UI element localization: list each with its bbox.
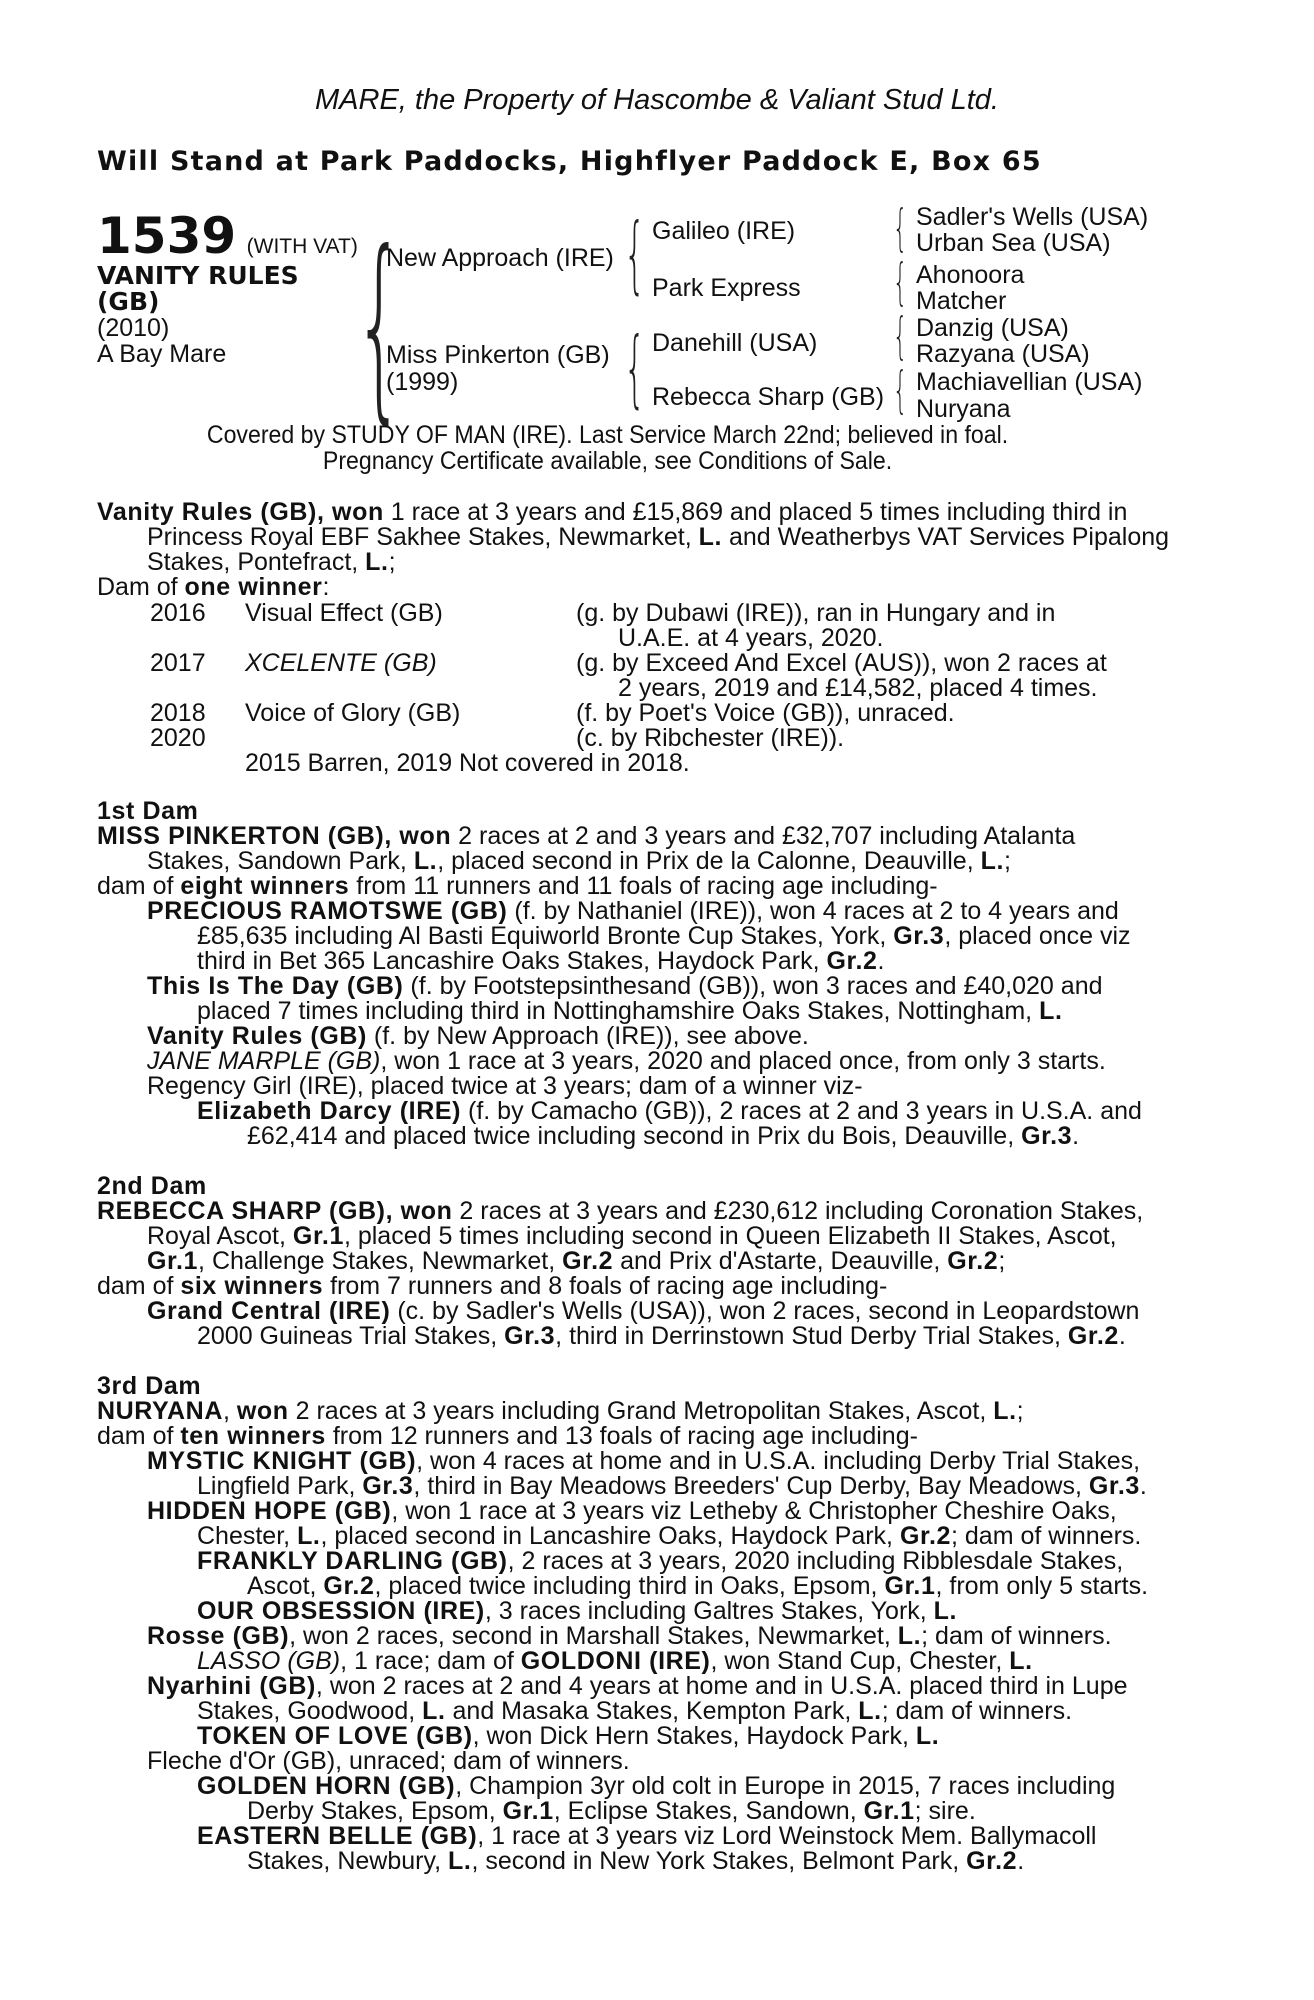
- produce-name: XCELENTE (GB): [245, 649, 437, 677]
- dam1-progeny: This Is The Day (GB) (f. by Footstepsinthesand (GB)), won 3 races and £40,020 and: [147, 972, 1103, 1000]
- dam1-grandprogeny-cont: £62,414 and placed twice including second in Prix du Bois, Deauville, Gr.3.: [247, 1122, 1080, 1150]
- pedigree-dsd: Razyana (USA): [916, 340, 1090, 368]
- pedigree-brace-main: {: [354, 209, 405, 442]
- pedigree-brace-ds: {: [893, 307, 908, 365]
- produce-year: 2016: [150, 599, 206, 627]
- dam2-line: Gr.1, Challenge Stakes, Newmarket, Gr.2 and Prix d'Astarte, Deauville, Gr.2;: [147, 1247, 1006, 1275]
- dam1-line: MISS PINKERTON (GB), won 2 races at 2 and 3 years and £32,707 including Atalanta: [97, 822, 1076, 850]
- dam3-progeny: MYSTIC KNIGHT (GB), won 4 races at home and in U.S.A. including Derby Trial Stakes,: [147, 1447, 1141, 1475]
- vat-label: (WITH VAT): [246, 235, 358, 258]
- section-heading-2nd-dam: 2nd Dam: [97, 1172, 207, 1200]
- produce-detail: (g. by Exceed And Excel (AUS)), won 2 races at: [576, 649, 1107, 677]
- property-line: MARE, the Property of Hascombe & Valiant Stud Ltd.: [315, 84, 999, 116]
- dam1-progeny: PRECIOUS RAMOTSWE (GB) (f. by Nathaniel (IRE)), won 4 races at 2 to 4 years and: [147, 897, 1119, 925]
- section-heading-1st-dam: 1st Dam: [97, 797, 199, 825]
- produce-year: 2018: [150, 699, 206, 727]
- pedigree-sdd: Matcher: [916, 287, 1007, 315]
- produce-detail: (g. by Dubawi (IRE)), ran in Hungary and in: [576, 599, 1056, 627]
- pedigree-ssd: Urban Sea (USA): [916, 229, 1111, 257]
- dam3-grandprogeny: OUR OBSESSION (IRE), 3 races including Galtres Stakes, York, L.: [197, 1597, 958, 1625]
- dam3-grandprogeny-cont: Derby Stakes, Epsom, Gr.1, Eclipse Stakes, Sandown, Gr.1; sire.: [247, 1797, 976, 1825]
- pedigree-brace-dam: {: [624, 319, 646, 417]
- dam1-progeny-cont: placed 7 times including third in Nottinghamshire Oaks Stakes, Nottingham, L.: [197, 997, 1063, 1025]
- pedigree-brace-sire: {: [624, 205, 646, 303]
- dam3-grandprogeny-cont: Stakes, Newbury, L., second in New York Stakes, Belmont Park, Gr.2.: [247, 1847, 1025, 1875]
- pedigree-dss: Danzig (USA): [916, 314, 1069, 342]
- pedigree-dds: Machiavellian (USA): [916, 368, 1143, 396]
- pedigree-sds: Ahonoora: [916, 261, 1025, 289]
- dam3-progeny-cont: Stakes, Goodwood, L. and Masaka Stakes, Kempton Park, L.; dam of winners.: [197, 1697, 1073, 1725]
- pedigree-dam: Miss Pinkerton (GB): [386, 341, 610, 369]
- pedigree-ds: Danehill (USA): [652, 329, 818, 357]
- dam1-progeny: Vanity Rules (GB) (f. by New Approach (IRE)), see above.: [147, 1022, 809, 1050]
- produce-intro-2: Princess Royal EBF Sakhee Stakes, Newmarket, L. and Weatherbys VAT Services Pipalong: [147, 523, 1170, 551]
- dam2-progeny: Grand Central (IRE) (c. by Sadler's Wells (USA)), won 2 races, second in Leopardstown: [147, 1297, 1140, 1325]
- dam1-grandprogeny: Elizabeth Darcy (IRE) (f. by Camacho (GB)), 2 races at 2 and 3 years in U.S.A. and: [197, 1097, 1142, 1125]
- stand-line: Will Stand at Park Paddocks, Highflyer Paddock E, Box 65: [97, 146, 1042, 177]
- produce-intro: Vanity Rules (GB), won 1 race at 3 years and £15,869 and placed 5 times including third in: [97, 498, 1128, 526]
- produce-intro-3: Stakes, Pontefract, L.;: [147, 548, 396, 576]
- produce-year: 2017: [150, 649, 206, 677]
- dam-of-line: Dam of one winner:: [97, 573, 330, 601]
- produce-name: Visual Effect (GB): [245, 599, 443, 627]
- dam3-grandprogeny: GOLDEN HORN (GB), Champion 3yr old colt in Europe in 2015, 7 races including: [197, 1772, 1116, 1800]
- dam3-grandprogeny: TOKEN OF LOVE (GB), won Dick Hern Stakes, Haydock Park, L.: [197, 1722, 940, 1750]
- section-heading-3rd-dam: 3rd Dam: [97, 1372, 202, 1400]
- dam2-line: Royal Ascot, Gr.1, placed 5 times including second in Queen Elizabeth II Stakes, Ascot,: [147, 1222, 1117, 1250]
- dam3-grandprogeny-cont: Ascot, Gr.2, placed twice including third in Oaks, Epsom, Gr.1, from only 5 starts.: [247, 1572, 1149, 1600]
- dam1-progeny-cont: third in Bet 365 Lancashire Oaks Stakes, Haydock Park, Gr.2.: [197, 947, 885, 975]
- lot-number-row: [97, 207, 358, 265]
- dam3-grandprogeny: LASSO (GB), 1 race; dam of GOLDONI (IRE), won Stand Cup, Chester, L.: [197, 1647, 1033, 1675]
- certificate-line: Pregnancy Certificate available, see Conditions of Sale.: [322, 447, 893, 475]
- dam3-grandprogeny: EASTERN BELLE (GB), 1 race at 3 years viz Lord Weinstock Mem. Ballymacoll: [197, 1822, 1097, 1850]
- pedigree-ddd: Nuryana: [916, 395, 1011, 423]
- produce-detail: (f. by Poet's Voice (GB)), unraced.: [576, 699, 955, 727]
- dam2-line: dam of six winners from 7 runners and 8 foals of racing age including-: [97, 1272, 888, 1300]
- produce-name: Voice of Glory (GB): [245, 699, 461, 727]
- pedigree-dd: Rebecca Sharp (GB): [652, 383, 885, 411]
- barren-line: 2015 Barren, 2019 Not covered in 2018.: [245, 749, 690, 777]
- pedigree-brace-dd: {: [893, 361, 908, 419]
- dam2-progeny-cont: 2000 Guineas Trial Stakes, Gr.3, third in Derrinstown Stud Derby Trial Stakes, Gr.2.: [197, 1322, 1126, 1350]
- dam1-progeny-cont: £85,635 including Al Basti Equiworld Bronte Cup Stakes, York, Gr.3, placed once viz: [197, 922, 1131, 950]
- lot-number: 1539: [97, 207, 237, 265]
- dam3-line: NURYANA, won 2 races at 3 years including Grand Metropolitan Stakes, Ascot, L.;: [97, 1397, 1024, 1425]
- dam3-progeny-cont: Lingfield Park, Gr.3, third in Bay Meadows Breeders' Cup Derby, Bay Meadows, Gr.3.: [197, 1472, 1147, 1500]
- pedigree-brace-sd: {: [893, 253, 908, 311]
- horse-name: VANITY RULES: [97, 261, 299, 290]
- dam3-progeny: Fleche d'Or (GB), unraced; dam of winners.: [147, 1747, 630, 1775]
- dam3-progeny: Rosse (GB), won 2 races, second in Marshall Stakes, Newmarket, L.; dam of winners.: [147, 1622, 1112, 1650]
- dam1-progeny: Regency Girl (IRE), placed twice at 3 years; dam of a winner viz-: [147, 1072, 863, 1100]
- horse-origin: (GB): [97, 287, 160, 316]
- covered-line: Covered by STUDY OF MAN (IRE). Last Service March 22nd; believed in foal.: [206, 421, 1009, 449]
- pedigree-brace-ss: {: [893, 199, 908, 257]
- dam3-progeny-cont: Chester, L., placed second in Lancashire Oaks, Haydock Park, Gr.2; dam of winners.: [197, 1522, 1142, 1550]
- dam1-line: dam of eight winners from 11 runners and 11 foals of racing age including-: [97, 872, 938, 900]
- pedigree-sd: Park Express: [652, 274, 801, 302]
- produce-detail-2: 2 years, 2019 and £14,582, placed 4 times.: [618, 674, 1098, 702]
- horse-description: A Bay Mare: [97, 340, 227, 368]
- dam1-progeny: JANE MARPLE (GB), won 1 race at 3 years, 2020 and placed once, from only 3 starts.: [147, 1047, 1106, 1075]
- pedigree-sire: New Approach (IRE): [386, 244, 614, 272]
- produce-detail: (c. by Ribchester (IRE)).: [576, 724, 845, 752]
- dam3-grandprogeny: FRANKLY DARLING (GB), 2 races at 3 years, 2020 including Ribblesdale Stakes,: [197, 1547, 1124, 1575]
- dam1-line: Stakes, Sandown Park, L., placed second in Prix de la Calonne, Deauville, L.;: [147, 847, 1011, 875]
- dam3-line: dam of ten winners from 12 runners and 13 foals of racing age including-: [97, 1422, 918, 1450]
- dam3-progeny: Nyarhini (GB), won 2 races at 2 and 4 years at home and in U.S.A. placed third in Lupe: [147, 1672, 1128, 1700]
- produce-year: 2020: [150, 724, 206, 752]
- produce-detail-2: U.A.E. at 4 years, 2020.: [618, 624, 884, 652]
- horse-year: (2010): [97, 314, 170, 342]
- pedigree-ss: Galileo (IRE): [652, 217, 796, 245]
- dam2-line: REBECCA SHARP (GB), won 2 races at 3 years and £230,612 including Coronation Stakes,: [97, 1197, 1144, 1225]
- pedigree-sss: Sadler's Wells (USA): [916, 203, 1149, 231]
- pedigree-dam-year: (1999): [386, 368, 459, 396]
- dam3-progeny: HIDDEN HOPE (GB), won 1 race at 3 years viz Letheby & Christopher Cheshire Oaks,: [147, 1497, 1117, 1525]
